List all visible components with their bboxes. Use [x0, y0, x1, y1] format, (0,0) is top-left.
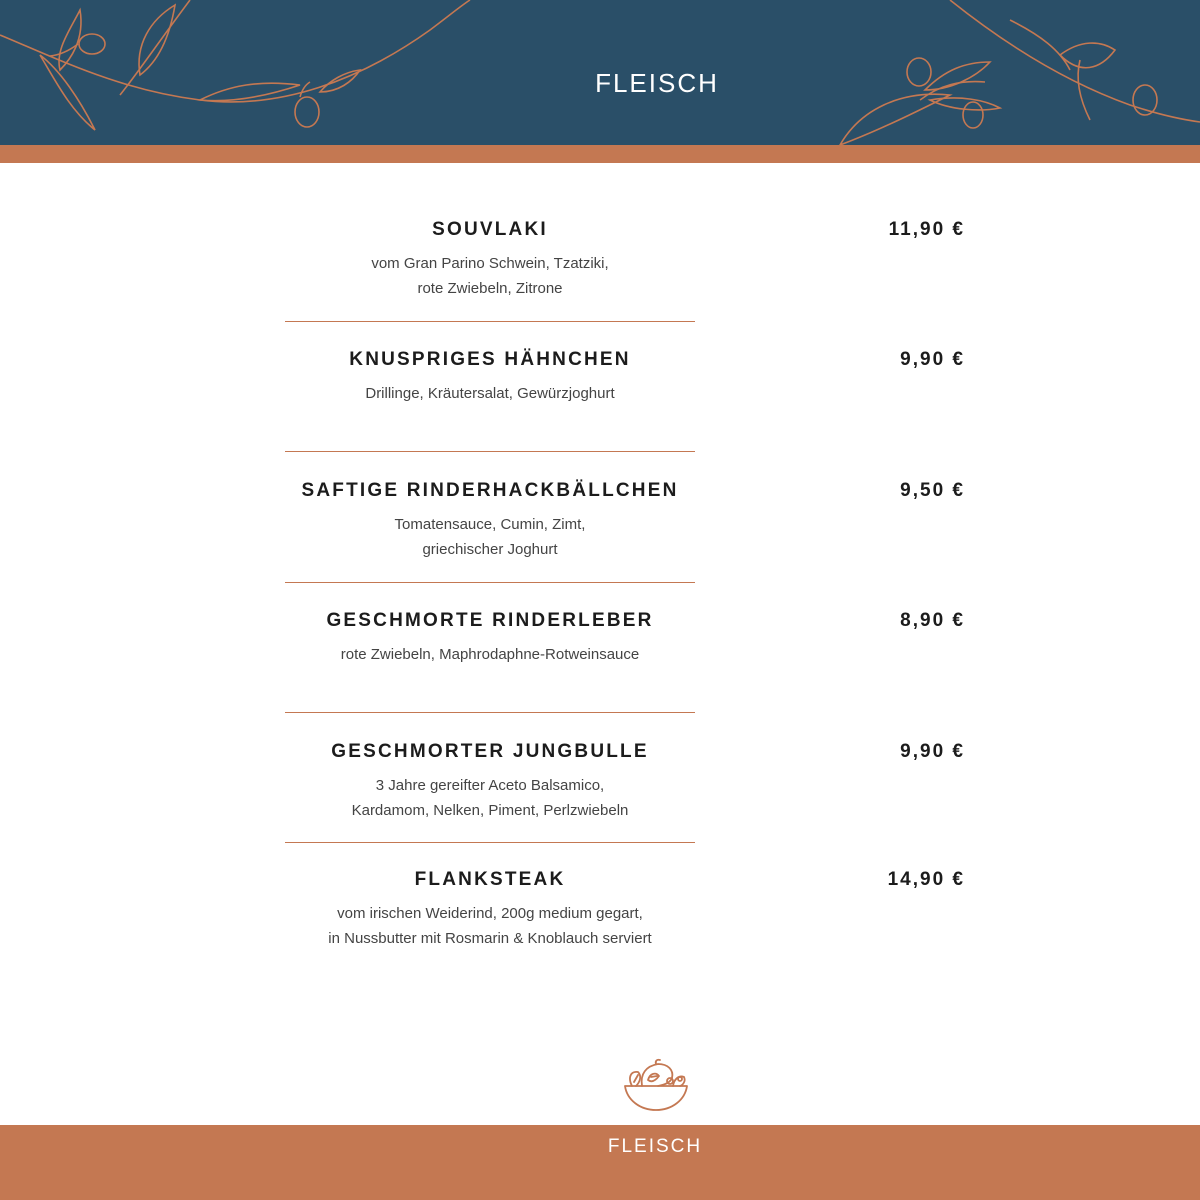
menu-item-name: GESCHMORTER JUNGBULLE	[331, 741, 649, 762]
item-divider	[285, 842, 695, 843]
menu-item-price: 11,90 €	[888, 219, 965, 240]
footer-title: FLEISCH	[607, 1136, 703, 1157]
menu-item-description-line: Drillinge, Kräutersalat, Gewürzjoghurt	[365, 385, 615, 402]
menu-item-description-line: vom irischen Weiderind, 200g medium gegart,	[337, 905, 643, 922]
menu-item-description-line: Kardamom, Nelken, Piment, Perlzwiebeln	[351, 802, 629, 819]
menu-item-price: 9,90 €	[900, 349, 965, 370]
menu-item-description	[285, 381, 695, 406]
menu-item-name: GESCHMORTE RINDERLEBER	[326, 610, 654, 631]
page-title: FLEISCH	[595, 68, 719, 98]
menu-item-description	[285, 773, 695, 823]
item-divider	[285, 321, 695, 322]
menu-item-name: KNUSPRIGES HÄHNCHEN	[349, 349, 631, 370]
menu-item-description-line: Tomatensauce, Cumin, Zimt,	[394, 516, 586, 533]
menu-item-description	[285, 251, 695, 301]
salad-bowl-icon	[618, 1058, 698, 1119]
menu-item-price: 9,50 €	[900, 480, 965, 501]
menu-item-description-line: griechischer Joghurt	[422, 541, 558, 558]
menu-item-price: 8,90 €	[900, 610, 965, 631]
menu-item-description	[285, 642, 695, 667]
item-divider	[285, 451, 695, 452]
menu-item-description-line: 3 Jahre gereifter Aceto Balsamico,	[375, 777, 605, 794]
menu-item-description-line: rote Zwiebeln, Zitrone	[417, 280, 563, 297]
menu-item-name: SAFTIGE RINDERHACKBÄLLCHEN	[301, 480, 679, 501]
menu-item-price: 14,90 €	[887, 869, 965, 890]
menu-item-description-line: in Nussbutter mit Rosmarin & Knoblauch serviert	[328, 930, 652, 947]
menu-item-name: SOUVLAKI	[432, 219, 548, 240]
menu-item-description-line: vom Gran Parino Schwein, Tzatziki,	[371, 255, 609, 272]
item-divider	[285, 712, 695, 713]
menu-item-name: FLANKSTEAK	[414, 869, 566, 890]
menu-item-description-line: rote Zwiebeln, Maphrodaphne-Rotweinsauce	[340, 646, 640, 663]
menu-item-price: 9,90 €	[900, 741, 965, 762]
item-divider	[285, 582, 695, 583]
menu-item-description	[285, 901, 695, 951]
menu-item-description	[285, 512, 695, 562]
